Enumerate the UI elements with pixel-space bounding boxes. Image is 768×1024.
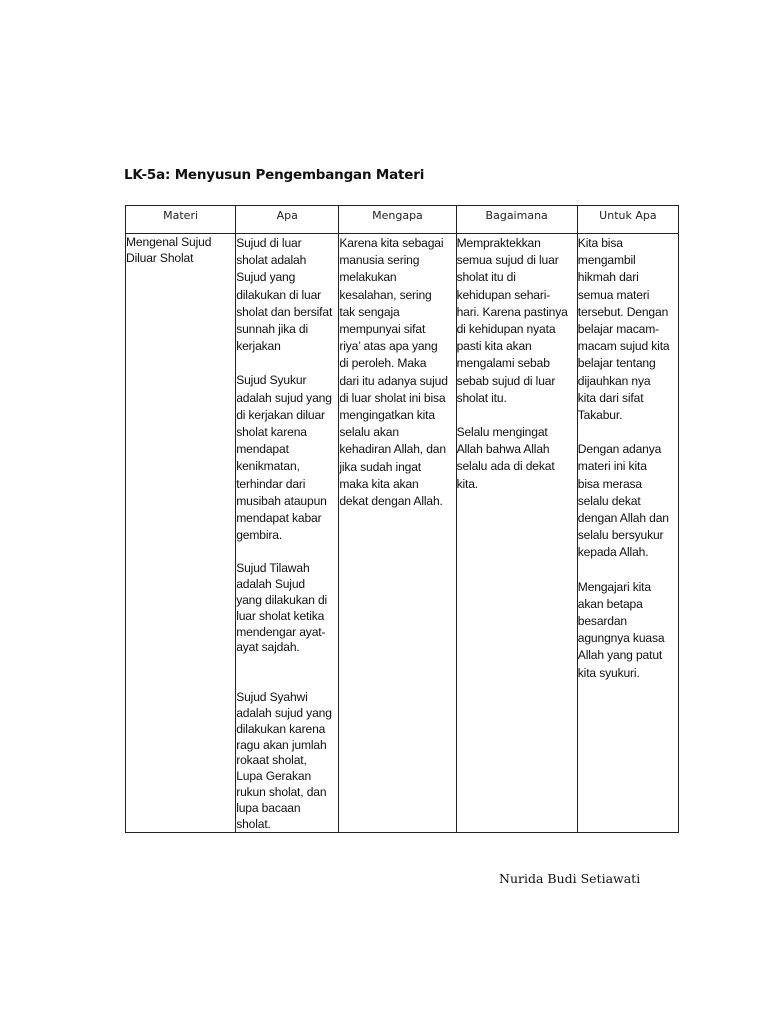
materi-development-table — [125, 205, 679, 833]
header-untuk-apa: Untuk Apa — [577, 206, 678, 234]
author-signature: Nurida Budi Setiawati — [499, 871, 641, 886]
header-mengapa: Mengapa — [339, 206, 456, 234]
materi-text: Mengenal Sujud Diluar Sholat — [126, 235, 212, 265]
header-materi: Materi — [126, 206, 236, 234]
mengapa-text: Karena kita sebagai manusia sering melakukan kesalahan, sering tak sengaja mempunyai sifat riya’ atas apa yang di peroleh. Maka dari itu adanya sujud di luar sholat ini bisa mengingatkan kita selalu akan kehadiran Allah, dan jika sudah ingat maka kita akan dekat dengan Allah. — [339, 236, 448, 509]
table-row — [126, 234, 679, 833]
untuk-apa-syukur-text: Mengajari kita akan betapa besardan agungnya kuasa Allah yang patut kita syukuri. — [577, 579, 665, 680]
header-bagaimana: Bagaimana — [456, 206, 577, 234]
cell-apa — [236, 234, 339, 833]
cell-mengapa — [339, 234, 456, 833]
cell-bagaimana — [456, 234, 577, 833]
bagaimana-practice-text: Mempraktekkan semua sujud di luar sholat itu di kehidupan sehari- hari. Karena pastinya di kehidupan nyata pasti kita akan mengalami sebab sebab sujud di luar sholat itu. — [456, 236, 568, 405]
cell-untuk-apa — [577, 234, 678, 833]
untuk-apa-dekat-text: Dengan adanya materi ini kita bisa merasa selalu dekat dengan Allah dan selalu bersyukur kepada Allah. — [577, 442, 669, 560]
header-apa: Apa — [236, 206, 339, 234]
apa-sujud-syukur-text: Sujud Syukur adalah sujud yang di kerjakan diluar sholat karena mendapat kenikmatan, terhindar dari musibah ataupun mendapat kabar gembira. — [236, 373, 332, 543]
cell-materi — [126, 234, 236, 833]
table-header-row — [126, 206, 679, 234]
apa-definition-text: Sujud di luar sholat adalah Sujud yang dilakukan di luar sholat dan bersifat sunnah jika di kerjakan — [236, 236, 333, 354]
bagaimana-remember-text: Selalu mengingat Allah bahwa Allah selalu ada di dekat kita. — [456, 425, 555, 491]
apa-sujud-syahwi-text: Sujud Syahwi adalah sujud yang dilakukan karena ragu akan jumlah rokaat sholat, Lupa Gerakan rukun sholat, dan lupa bacaan sholat. — [236, 690, 332, 831]
untuk-apa-hikmah-text: Kita bisa mengambil hikmah dari semua materi tersebut. Dengan belajar macam- macam sujud kita belajar tentang dijauhkan nya kita dari sifat Takabur. — [577, 236, 670, 423]
worksheet-title: LK-5a: Menyusun Pengembangan Materi — [124, 167, 425, 183]
apa-sujud-tilawah-text: Sujud Tilawah adalah Sujud yang dilakukan di luar sholat ketika mendengar ayat- ayat sajdah. — [236, 561, 328, 655]
